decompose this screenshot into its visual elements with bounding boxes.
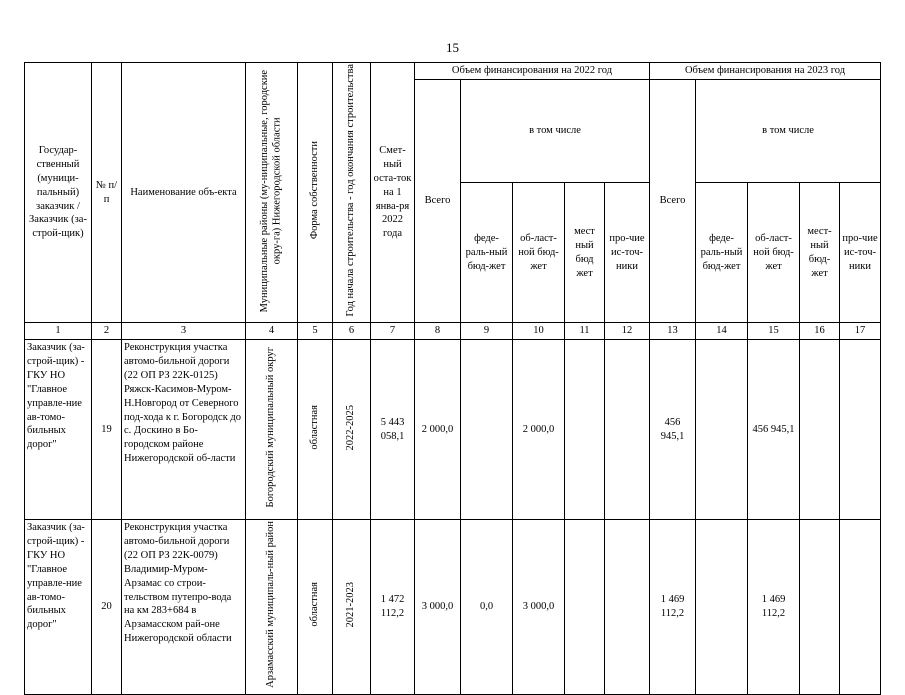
col-num: 5 [298,323,333,340]
cell-regional-2023: 456 945,1 [748,340,800,520]
cell-total-2022: 2 000,0 [415,340,461,520]
col-num: 13 [650,323,696,340]
header-fin-2022: Объем финансирования на 2022 год [415,63,650,80]
cell-num: 20 [92,520,122,695]
cell-years: 2021-2023 [333,520,371,695]
col-num: 6 [333,323,371,340]
header-federal-2022: феде-раль-ный бюд-жет [461,183,513,323]
header-years: Год начала строительства - год окончания строительства [333,63,371,323]
col-num: 8 [415,323,461,340]
col-num: 17 [840,323,881,340]
header-local-2023: мест-ный бюд-жет [800,183,840,323]
col-num: 16 [800,323,840,340]
col-num: 11 [565,323,605,340]
header-num: № п/п [92,63,122,323]
col-num: 14 [696,323,748,340]
cell-local-2023 [800,340,840,520]
header-fin-2023: Объем финансирования на 2023 год [650,63,881,80]
cell-other-2022 [605,520,650,695]
table-row [25,340,881,520]
cell-total-2022: 3 000,0 [415,520,461,695]
cell-total-2023: 1 469 112,2 [650,520,696,695]
cell-district: Арзамасский муниципаль-ный район [246,520,298,695]
header-ownership: Форма собственности [298,63,333,323]
cell-regional-2022: 2 000,0 [513,340,565,520]
header-total-2022: Всего [415,79,461,323]
table-row [25,520,881,695]
header-regional-2023: об-ласт-ной бюд-жет [748,183,800,323]
cell-name: Реконструкция участка автомо-бильной дороги (22 ОП РЗ 22К-0079) Владимир-Муром-Арзамас со строи-тельством путепро-вода на км 283+684 в Арзамасском рай-оне Нижегородской области [122,520,246,695]
cell-name: Реконструкция участка автомо-бильной дороги (22 ОП РЗ 22К-0125) Ряжск-Касимов-Муром-Н.Новгород от Северного под-хода к г. Богородск до с. Доскино в Бо-городском районе Нижегородской об-ласти [122,340,246,520]
page-number: 15 [446,40,459,55]
cell-local-2022 [565,340,605,520]
cell-district: Богородский муниципальный округ [246,340,298,520]
cell-federal-2023 [696,520,748,695]
column-number-row [25,323,881,340]
col-num: 1 [25,323,92,340]
cell-regional-2022: 3 000,0 [513,520,565,695]
cell-other-2023 [840,340,881,520]
col-num: 4 [246,323,298,340]
header-other-2022: про-чие ис-точ-ники [605,183,650,323]
header-federal-2023: феде-раль-ный бюд-жет [696,183,748,323]
header-district: Муниципальные районы (му-ниципальные, городские окру-га) Нижегородской области [246,63,298,323]
header-including-2023: в том числе [696,79,881,183]
cell-regional-2023: 1 469 112,2 [748,520,800,695]
header-balance: Смет-ный оста-ток на 1 янва-ря 2022 года [371,63,415,323]
cell-customer: Заказчик (за-строй-щик) - ГКУ НО "Главное управле-ние ав-томо-бильных дорог" [25,520,92,695]
col-num: 10 [513,323,565,340]
col-num: 7 [371,323,415,340]
cell-federal-2022 [461,340,513,520]
col-num: 2 [92,323,122,340]
header-including-2022: в том числе [461,79,650,183]
cell-years: 2022-2025 [333,340,371,520]
cell-federal-2022: 0,0 [461,520,513,695]
header-name: Наименование объ-екта [122,63,246,323]
cell-local-2022 [565,520,605,695]
cell-federal-2023 [696,340,748,520]
col-num: 3 [122,323,246,340]
cell-other-2023 [840,520,881,695]
header-other-2023: про-чие ис-точ-ники [840,183,881,323]
header-regional-2022: об-ласт-ной бюд-жет [513,183,565,323]
financing-table [24,62,881,695]
cell-customer: Заказчик (за-строй-щик) - ГКУ НО "Главное управле-ние ав-томо-бильных дорог" [25,340,92,520]
cell-other-2022 [605,340,650,520]
cell-balance: 1 472 112,2 [371,520,415,695]
cell-balance: 5 443 058,1 [371,340,415,520]
col-num: 12 [605,323,650,340]
cell-local-2023 [800,520,840,695]
cell-ownership: областная [298,520,333,695]
cell-total-2023: 456 945,1 [650,340,696,520]
col-num: 15 [748,323,800,340]
col-num: 9 [461,323,513,340]
header-row-1 [25,63,881,80]
header-customer: Государ-ственный (муници-пальный) заказчик / Заказчик (за-строй-щик) [25,63,92,323]
cell-num: 19 [92,340,122,520]
cell-ownership: областная [298,340,333,520]
header-local-2022: мест ный бюд жет [565,183,605,323]
header-total-2023: Всего [650,79,696,323]
